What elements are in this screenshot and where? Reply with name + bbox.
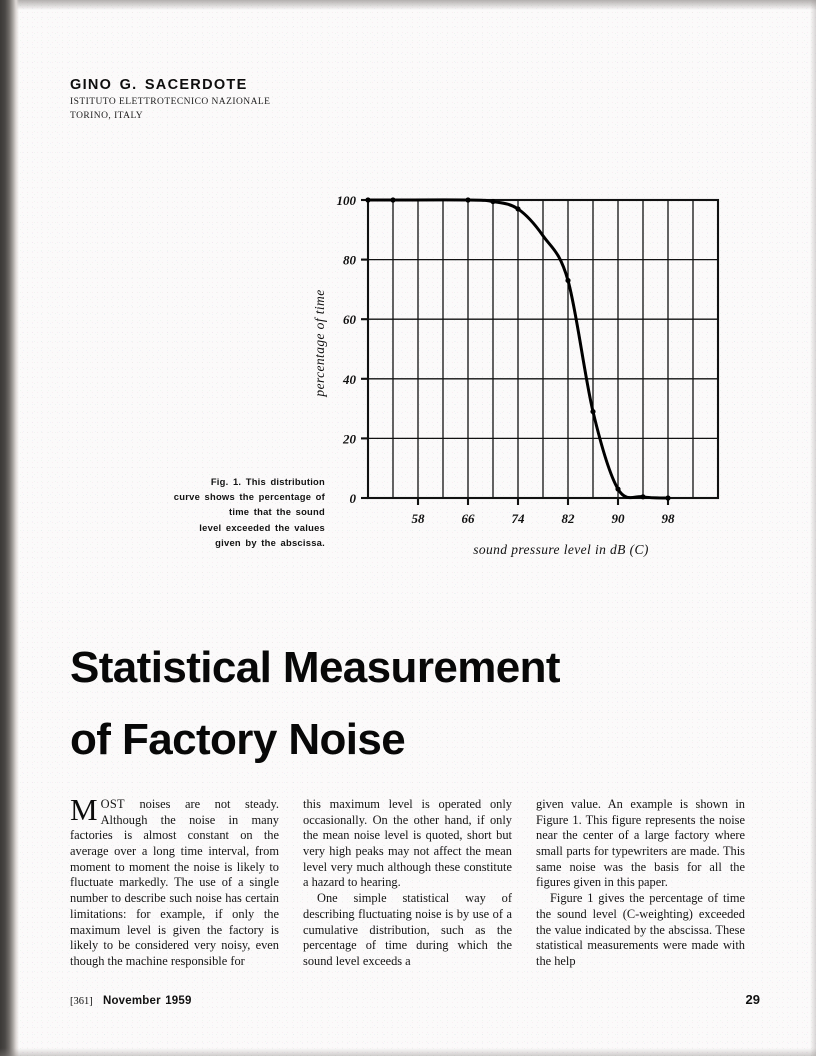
chart-tick-marks <box>361 200 668 505</box>
lead-smallcaps: OST <box>100 797 125 811</box>
data-point-marker <box>465 197 470 202</box>
chart-y-tick-labels <box>337 193 357 506</box>
caption-line-2: curve shows the percentage of <box>173 491 325 503</box>
author-affiliation-institute: ISTITUTO ELETTROTECNICO NAZIONALE <box>70 96 271 107</box>
data-point-marker <box>365 197 370 202</box>
author-name: GINO G. SACERDOTE <box>70 77 248 93</box>
data-point-marker <box>490 199 495 204</box>
data-point-marker <box>665 495 670 500</box>
footer-left <box>70 995 192 1007</box>
data-point-marker <box>590 409 595 414</box>
page-title-line-1: Statistical Measurement <box>70 643 560 693</box>
x-tick-label: 66 <box>461 511 475 526</box>
caption-line-5: given by the abscissa. <box>215 536 325 548</box>
footer-folio: [361] <box>70 996 93 1007</box>
x-tick-label: 82 <box>561 511 575 526</box>
body-paragraph: Figure 1 gives the percentage of time the sound level (C-weighting) exceeded the value indicated by the abscissa. These statistical measurements were made with the help <box>536 891 745 968</box>
footer-page-number: 29 <box>745 992 760 1007</box>
figure-1-caption <box>120 474 325 550</box>
x-tick-label: 58 <box>411 511 425 526</box>
x-tick-label: 98 <box>661 511 675 526</box>
distribution-curve-chart <box>300 178 770 558</box>
page-title <box>70 632 750 775</box>
body-column-1 <box>70 792 279 970</box>
paragraph-text: noises are not steady. Although the noise in many factories is almost constant on the average over a long time interval, from moment to moment the noise is likely to fluctuate markedly. The use of a single number to describe such noise has certain limitations: for example, if only the maximum level is given the factory is likely to be considered very noisy, even though the machine responsible for <box>70 797 279 968</box>
data-point-marker <box>565 278 570 283</box>
x-tick-label: 74 <box>511 511 525 526</box>
chart-x-axis-title: sound pressure level in dB (C) <box>473 542 649 557</box>
page-title-line-2: of Factory Noise <box>70 714 406 764</box>
caption-line-4: level exceeded the values <box>199 521 325 533</box>
y-tick-label: 40 <box>343 371 356 387</box>
data-point-marker <box>640 494 645 499</box>
body-paragraph: this maximum level is operated only occasionally. On the other hand, if only the mean noise level is quoted, short but very high peaks may not affect the mean level very much although these constitute a hazard to hearing. <box>303 797 512 890</box>
y-tick-label: 0 <box>349 491 356 506</box>
data-point-marker <box>515 206 520 211</box>
y-tick-label: 60 <box>343 312 356 328</box>
body-column-2 <box>303 797 512 970</box>
chart-x-tick-labels <box>412 511 676 526</box>
footer-issue-date: November 1959 <box>102 995 192 1007</box>
y-tick-label: 80 <box>343 252 356 268</box>
author-affiliation-city: TORINO, ITALY <box>70 110 144 121</box>
y-tick-label: 20 <box>343 431 356 447</box>
figure-1 <box>300 178 770 558</box>
author-block <box>70 78 400 123</box>
page-footer <box>70 992 760 1007</box>
chart-gridlines <box>368 200 718 498</box>
x-tick-label: 90 <box>611 511 625 526</box>
drop-cap: M <box>70 792 98 827</box>
caption-line-3: time that the sound <box>228 506 325 518</box>
chart-y-axis-title: percentage of time <box>312 289 327 397</box>
data-point-marker <box>615 486 620 491</box>
data-point-marker <box>390 197 395 202</box>
y-tick-label: 100 <box>336 193 356 208</box>
caption-line-1: Fig. 1. This distribution <box>210 476 325 487</box>
body-columns <box>70 792 746 970</box>
body-paragraph: given value. An example is shown in Figure 1. This figure represents the noise near the center of a large factory where small parts for typewriters are made. This same noise was the basis for all the figures given in this paper. <box>536 797 745 890</box>
body-paragraph <box>70 792 279 970</box>
body-column-3 <box>536 797 745 970</box>
body-paragraph: One simple statistical way of describing fluctuating noise is by use of a cumulative distribution, such as the percentage of time during which the sound level exceeds a <box>303 891 512 968</box>
